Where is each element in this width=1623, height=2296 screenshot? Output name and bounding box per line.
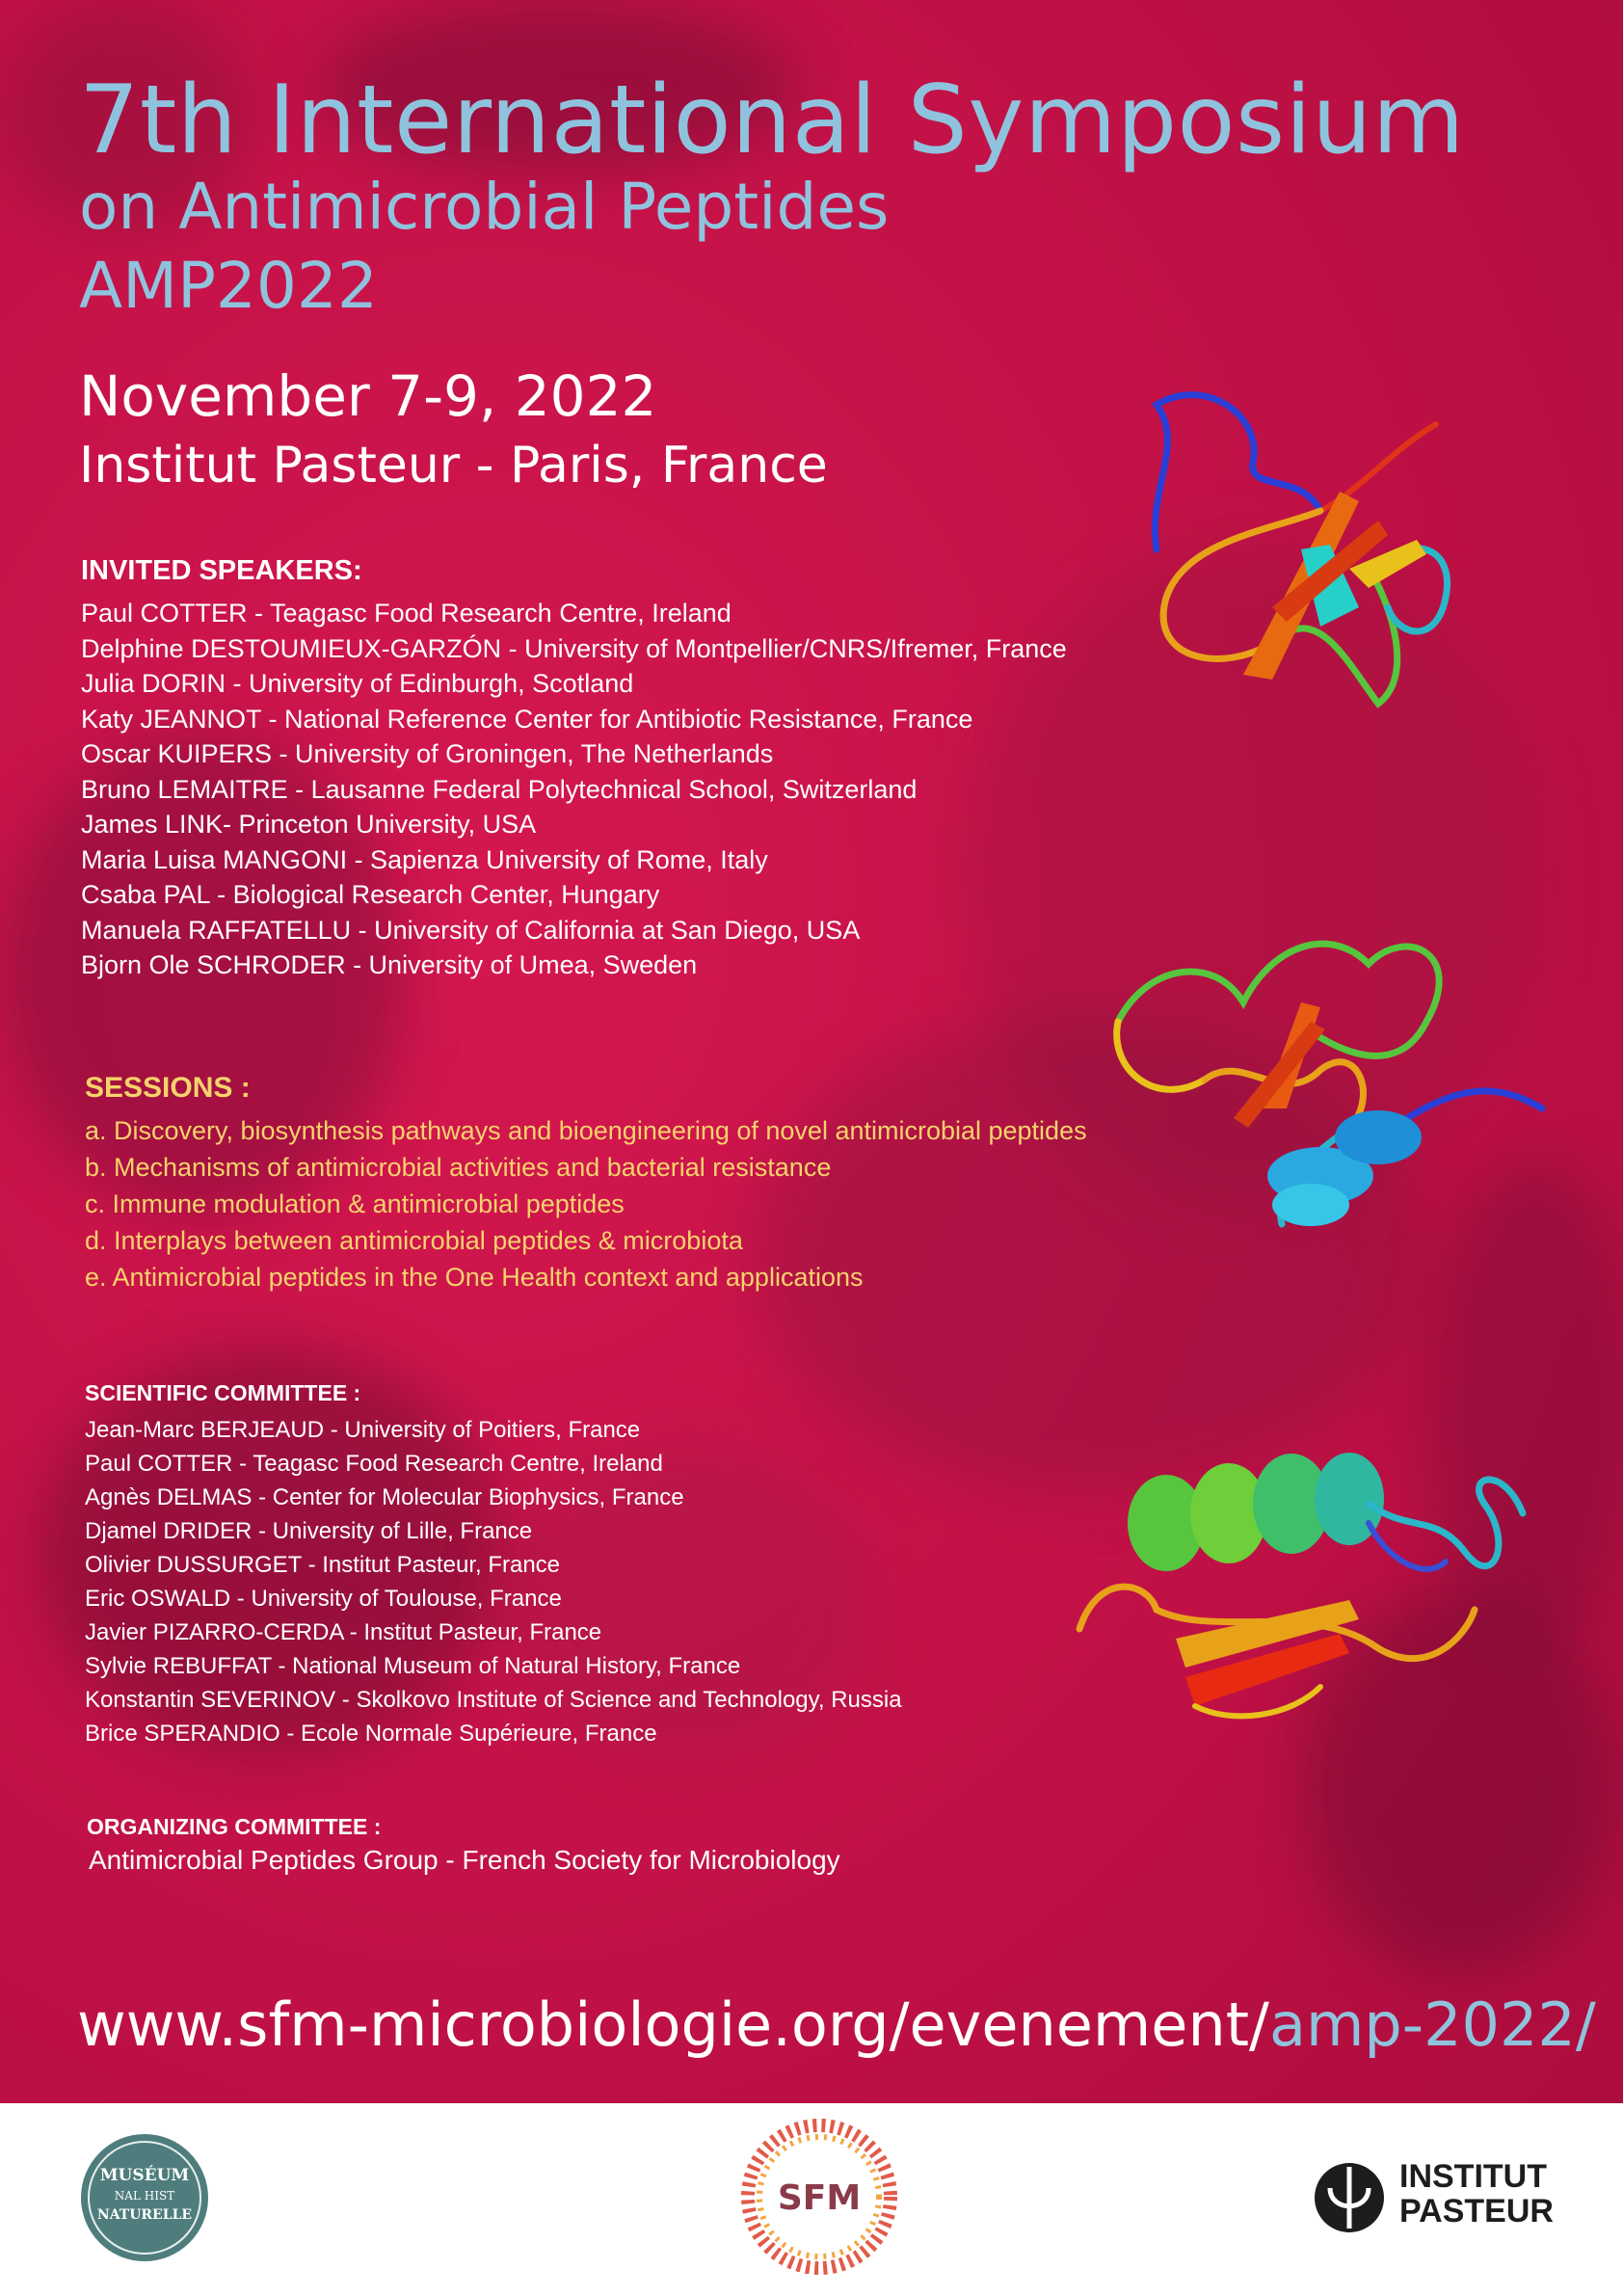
museum-logo (77, 2130, 212, 2265)
sfm-logo (737, 2115, 901, 2279)
sessions-heading: SESSIONS : (85, 1072, 251, 1104)
event-venue: Institut Pasteur - Paris, France (79, 437, 828, 494)
speaker-item: Bjorn Ole SCHRODER - University of Umea, Sweden (81, 950, 698, 979)
scientific-committee-heading: SCIENTIFIC COMMITTEE : (85, 1380, 361, 1405)
peptide-structure-illustration (1089, 916, 1561, 1243)
committee-member: Paul COTTER - Teagasc Food Research Centre, Ireland (85, 1451, 663, 1477)
committee-member: Sylvie REBUFFAT - National Museum of Natural History, France (85, 1653, 741, 1679)
sfm-logo-text: SFM (777, 2178, 862, 2218)
speaker-item: James LINK- Princeton University, USA (81, 810, 537, 839)
organizing-committee-text: Antimicrobial Peptides Group - French Society for Microbiology (89, 1845, 840, 1875)
speaker-item: Oscar KUIPERS - University of Groningen, The Netherlands (81, 739, 774, 768)
event-date: November 7-9, 2022 (79, 363, 657, 429)
speaker-item: Katy JEANNOT - National Reference Center for Antibiotic Resistance, France (81, 704, 973, 734)
committee-member: Javier PIZARRO-CERDA - Institut Pasteur, France (85, 1619, 602, 1645)
speaker-item: Bruno LEMAITRE - Lausanne Federal Polytechnical School, Switzerland (81, 774, 918, 804)
session-item: d. Interplays between antimicrobial peptides & microbiota (85, 1226, 743, 1255)
pasteur-emblem-icon (1311, 2159, 1388, 2236)
speaker-item: Julia DORIN - University of Edinburgh, Scotland (81, 669, 634, 698)
speaker-item: Maria Luisa MANGONI - Sapienza University of Rome, Italy (81, 844, 768, 874)
poster-title: 7th International Symposium (79, 66, 1465, 175)
speaker-item: Delphine DESTOUMIEUX-GARZÓN - University of Montpellier/CNRS/Ifremer, France (81, 633, 1067, 663)
speaker-item: Csaba PAL - Biological Research Center, Hungary (81, 880, 660, 909)
session-item: a. Discovery, biosynthesis pathways and bioengineering of novel antimicrobial peptides (85, 1116, 1087, 1145)
peptide-structure-illustration (1060, 1446, 1542, 1735)
pasteur-logo-text: INSTITUT (1399, 2158, 1547, 2195)
museum-logo-text: NAL HIST (114, 2189, 175, 2203)
session-item: b. Mechanisms of antimicrobial activities and bacterial resistance (85, 1153, 832, 1182)
peptide-structure-illustration (1128, 386, 1494, 733)
committee-member: Olivier DUSSURGET - Institut Pasteur, France (85, 1552, 561, 1578)
website-main: www.sfm-microbiologie.org/evenement/ (77, 1989, 1269, 2060)
website-accent: amp-2022/ (1268, 1989, 1596, 2060)
session-item: e. Antimicrobial peptides in the One Health context and applications (85, 1263, 864, 1292)
poster-subtitle: on Antimicrobial Peptides (79, 170, 890, 244)
speaker-item: Paul COTTER - Teagasc Food Research Centre, Ireland (81, 599, 732, 627)
committee-member: Agnès DELMAS - Center for Molecular Biophysics, France (85, 1484, 684, 1510)
pasteur-logo-text: PASTEUR (1399, 2193, 1554, 2229)
website-link[interactable] (77, 1989, 1596, 2061)
session-item: c. Immune modulation & antimicrobial peptides (85, 1189, 625, 1218)
institut-pasteur-logo (1311, 2159, 1581, 2240)
committee-member: Konstantin SEVERINOV - Skolkovo Institute of Science and Technology, Russia (85, 1687, 902, 1713)
committee-member: Jean-Marc BERJEAUD - University of Poitiers, France (85, 1417, 641, 1443)
organizing-committee-heading: ORGANIZING COMMITTEE : (87, 1814, 382, 1839)
sessions-list (85, 1112, 1087, 1295)
committee-member: Brice SPERANDIO - Ecole Normale Supérieure, France (85, 1721, 657, 1747)
speaker-item: Manuela RAFFATELLU - University of California at San Diego, USA (81, 915, 861, 945)
invited-speakers-list (81, 596, 1067, 983)
museum-logo-text: MUSÉUM (99, 2166, 190, 2185)
invited-speakers-heading: INVITED SPEAKERS: (81, 555, 362, 586)
committee-member: Eric OSWALD - University of Toulouse, France (85, 1586, 562, 1612)
event-acronym: AMP2022 (79, 249, 378, 323)
committee-member: Djamel DRIDER - University of Lille, France (85, 1518, 533, 1544)
scientific-committee-list (85, 1413, 902, 1750)
museum-logo-text: NATURELLE (96, 2207, 193, 2223)
footer-logos (0, 2103, 1623, 2296)
